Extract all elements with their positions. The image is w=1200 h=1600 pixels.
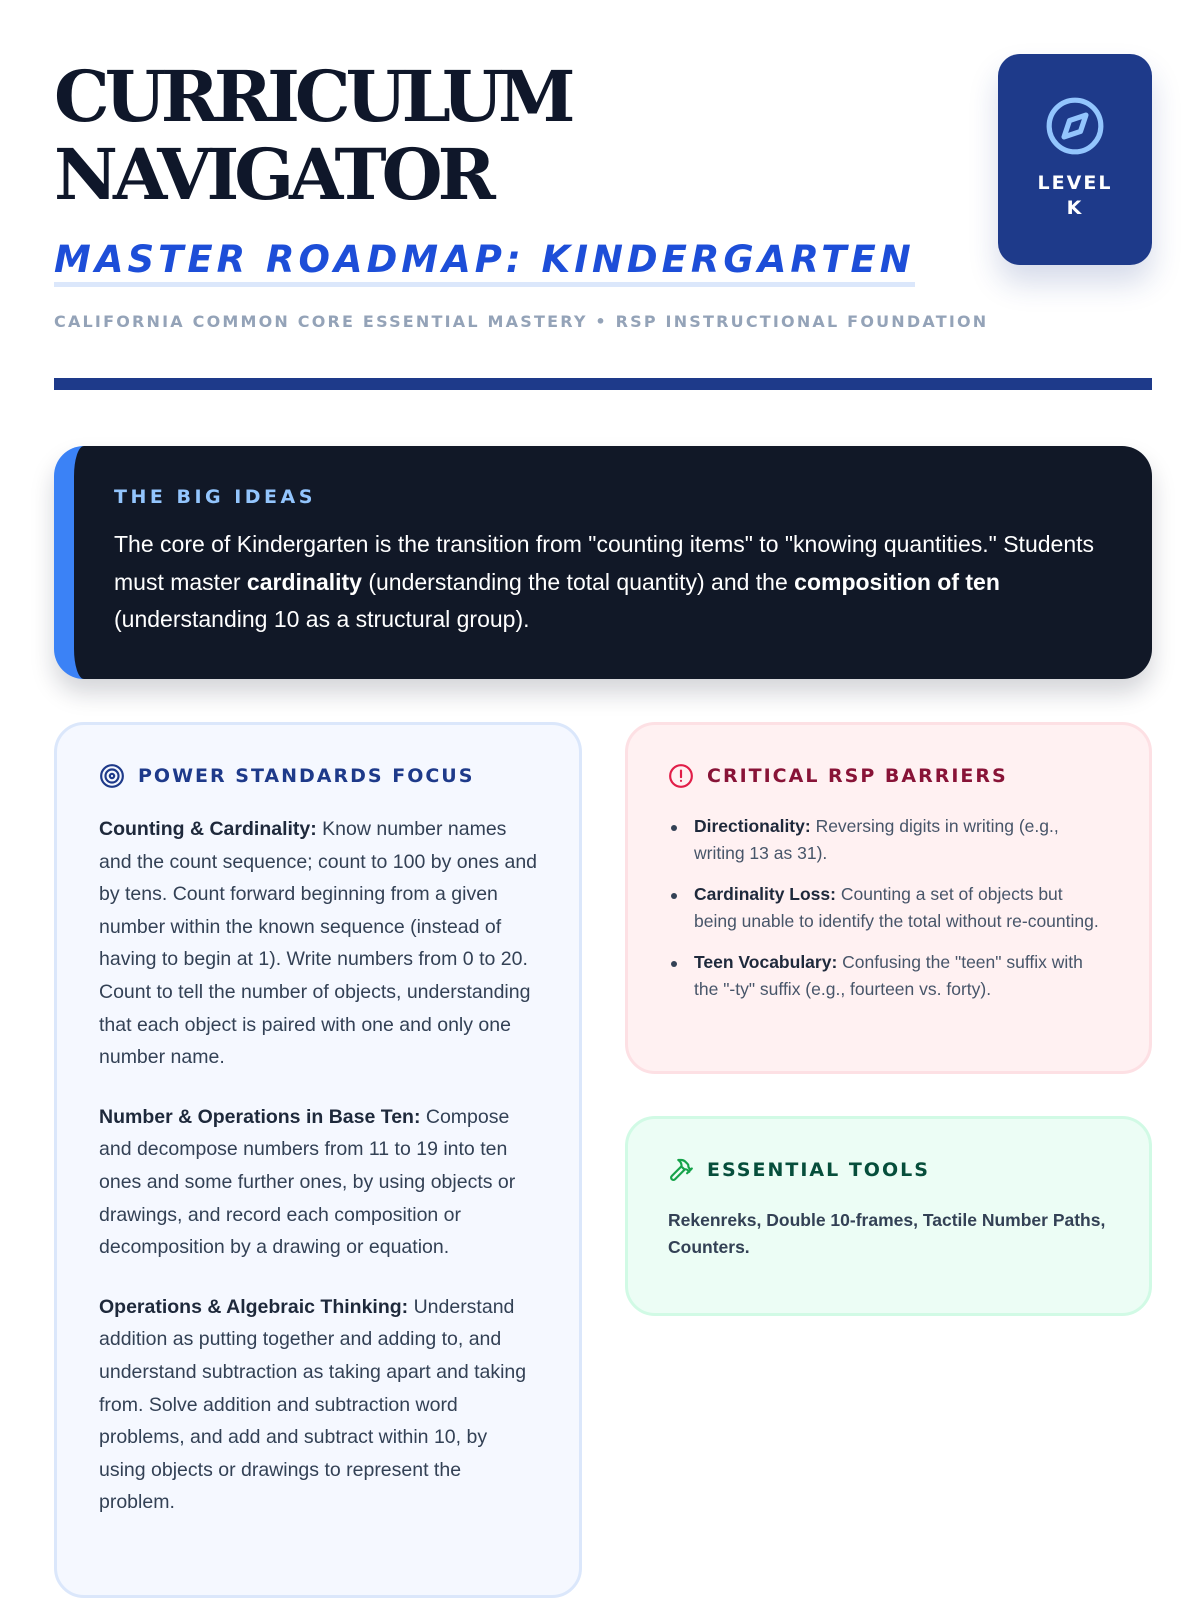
list-item — [668, 813, 1109, 867]
header — [54, 55, 954, 287]
standard-item — [99, 813, 539, 1074]
compass-icon — [1044, 95, 1106, 157]
standard-text: Understand addition as putting together and adding to, and understand subtraction as taking apart and taking from. Solve addition and subtraction word problems, and add and subtract within 10, by using objects or drawings to represent the problem. — [99, 1295, 527, 1514]
page-title — [54, 55, 954, 216]
essential-tools-card — [625, 1116, 1152, 1316]
page-subtitle: MASTER ROADMAP: KINDERGARTEN — [54, 238, 915, 287]
big-ideas-label: THE BIG IDEAS — [114, 486, 316, 508]
level-word: LEVEL — [1037, 172, 1113, 194]
big-ideas-text — [114, 526, 1112, 639]
hammer-icon — [668, 1157, 694, 1183]
barrier-text: Confusing the "teen" suffix with the "-ty" suffix (e.g., fourteen vs. forty). — [694, 952, 1083, 999]
list-item — [668, 881, 1109, 935]
standard-label: Number & Operations in Base Ten: — [99, 1105, 421, 1128]
big-ideas-bold-1: cardinality — [246, 568, 362, 595]
big-ideas-bold-2: composition of ten — [794, 568, 1000, 595]
barrier-label: Cardinality Loss: — [694, 884, 836, 904]
big-ideas-text-1: The core of Kindergarten is the transition from "counting items" to "knowing quantities." Students must master — [114, 531, 1095, 595]
list-item — [668, 949, 1109, 1003]
barrier-label: Directionality: — [694, 816, 811, 836]
essential-tools-title: ESSENTIAL TOOLS — [707, 1159, 930, 1181]
power-standards-card — [54, 722, 582, 1598]
rsp-barriers-title: CRITICAL RSP BARRIERS — [707, 765, 1008, 787]
essential-tools-text: Rekenreks, Double 10-frames, Tactile Number Paths, Counters. — [668, 1210, 1106, 1257]
alert-circle-icon — [668, 763, 694, 789]
standard-label: Counting & Cardinality: — [99, 818, 317, 840]
big-ideas-panel — [54, 446, 1152, 679]
standard-text: Know number names and the count sequence; count to 100 by ones and by tens. Count forward beginning from a given number within the known sequence (instead of having to begin at 1). Write numbers from 0 to 20. Count to tell the number of objects, understanding that each object is paired with one and only one number name. — [99, 818, 538, 1069]
rsp-barriers-card — [625, 722, 1152, 1074]
essential-tools-header — [668, 1157, 1109, 1183]
level-badge — [998, 54, 1152, 265]
level-value: K — [1066, 197, 1084, 219]
title-line-1: CURRICULUM — [54, 55, 571, 138]
level-label — [1038, 171, 1113, 221]
standard-item — [99, 1291, 539, 1519]
target-icon — [99, 763, 125, 789]
rsp-barriers-header — [668, 763, 1109, 789]
standard-text: Compose and decompose numbers from 11 to 19 into ten ones and some further ones, by using objects or drawings, and record each composition or decomposition by a drawing or equation. — [99, 1105, 516, 1259]
big-ideas-text-2: (understanding the total quantity) and the — [361, 568, 795, 595]
standard-item — [99, 1101, 539, 1264]
barrier-text: Counting a set of objects but being unable to identify the total without re-counting. — [694, 884, 1099, 931]
meta-line: CALIFORNIA COMMON CORE ESSENTIAL MASTERY • RSP INSTRUCTIONAL FOUNDATION — [54, 312, 989, 331]
barrier-text: Reversing digits in writing (e.g., writing 13 as 31). — [694, 816, 1059, 863]
big-ideas-text-3: (understanding 10 as a structural group). — [114, 606, 530, 632]
barrier-label: Teen Vocabulary: — [694, 952, 838, 972]
power-standards-header — [99, 763, 539, 789]
standard-label: Operations & Algebraic Thinking: — [99, 1295, 409, 1318]
power-standards-title: POWER STANDARDS FOCUS — [138, 765, 475, 787]
header-divider — [54, 378, 1152, 390]
barrier-list — [668, 813, 1109, 1003]
title-line-2: NAVIGATOR — [54, 133, 491, 216]
